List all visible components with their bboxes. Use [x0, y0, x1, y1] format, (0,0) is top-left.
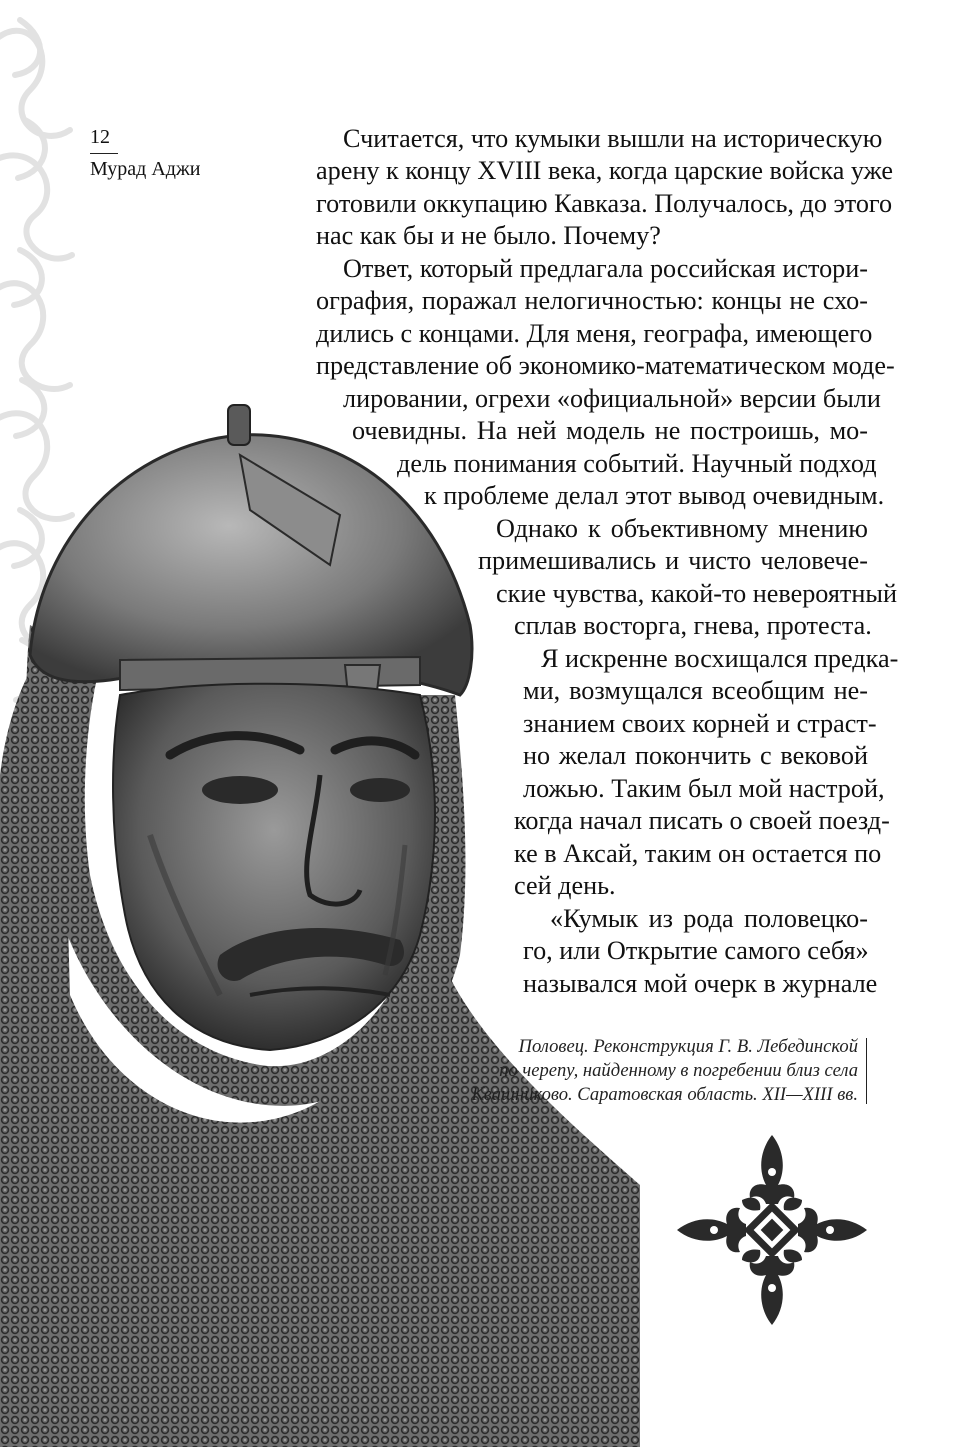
- body-text-line: дель понимания событий. Научный подход: [397, 449, 877, 478]
- body-text-line: го, или Открытие самого себя»: [523, 936, 869, 965]
- body-text-line: примешивались и чисто человече-: [478, 546, 868, 575]
- body-text-line: Считается, что кумыки вышли на историческую: [343, 124, 883, 153]
- page-number: 12: [90, 126, 110, 148]
- caption-line: Квашниково. Саратовская область. XII—XIII вв.: [471, 1084, 858, 1105]
- body-text-line: нас как бы и не было. Почему?: [316, 221, 661, 250]
- body-text-line: арену к концу XVIII века, когда царские войска уже: [316, 156, 894, 185]
- body-text-line: но желал покончить с вековой: [523, 741, 868, 770]
- body-text-line: ми, возмущался всеобщим не-: [523, 676, 868, 705]
- body-text-line: Ответ, который предлагала российская истори-: [343, 254, 868, 283]
- body-text-line: очевидны. На ней модель не построишь, мо-: [352, 416, 868, 445]
- caption-line: по черепу, найденному в погребении близ села: [499, 1060, 858, 1081]
- caption-rule: [866, 1038, 867, 1104]
- body-text-line: ские чувства, какой-то невероятный: [496, 579, 897, 608]
- body-text-line: ложью. Таким был мой настрой,: [523, 774, 885, 803]
- body-text-line: представление об экономико-математическом моде-: [316, 351, 895, 380]
- body-text-line: дились с концами. Для меня, географа, имеющего: [316, 319, 873, 348]
- body-text-line: назывался мой очерк в журнале: [523, 969, 878, 998]
- body-text-line: ке в Аксай, таким он остается по: [514, 839, 882, 868]
- body-text-line: Я искренне восхищался предка-: [541, 644, 899, 673]
- body-text-line: «Кумык из рода половецко-: [550, 904, 868, 933]
- image-caption: [410, 1035, 858, 1107]
- body-text-line: Однако к объективному мнению: [496, 514, 868, 543]
- decorative-emblem: [672, 1130, 872, 1330]
- body-text-line: когда начал писать о своей поезд-: [514, 806, 890, 835]
- body-text-line: готовили оккупацию Кавказа. Получалось, до этого: [316, 189, 893, 218]
- running-head-author: Мурад Аджи: [90, 158, 201, 180]
- body-text-line: знанием своих корней и страст-: [523, 709, 877, 738]
- page-number-rule: [90, 153, 118, 154]
- body-text-line: лировании, огрехи «официальной» версии были: [343, 384, 881, 413]
- body-text-line: сплав восторга, гнева, протеста.: [514, 611, 872, 640]
- body-text-line: ография, поражал нелогичностью: концы не схо-: [316, 286, 868, 315]
- body-text-line: к проблеме делал этот вывод очевидным.: [424, 481, 885, 510]
- body-text-line: сей день.: [514, 871, 616, 900]
- caption-line: Половец. Реконструкция Г. В. Лебединской: [518, 1036, 858, 1057]
